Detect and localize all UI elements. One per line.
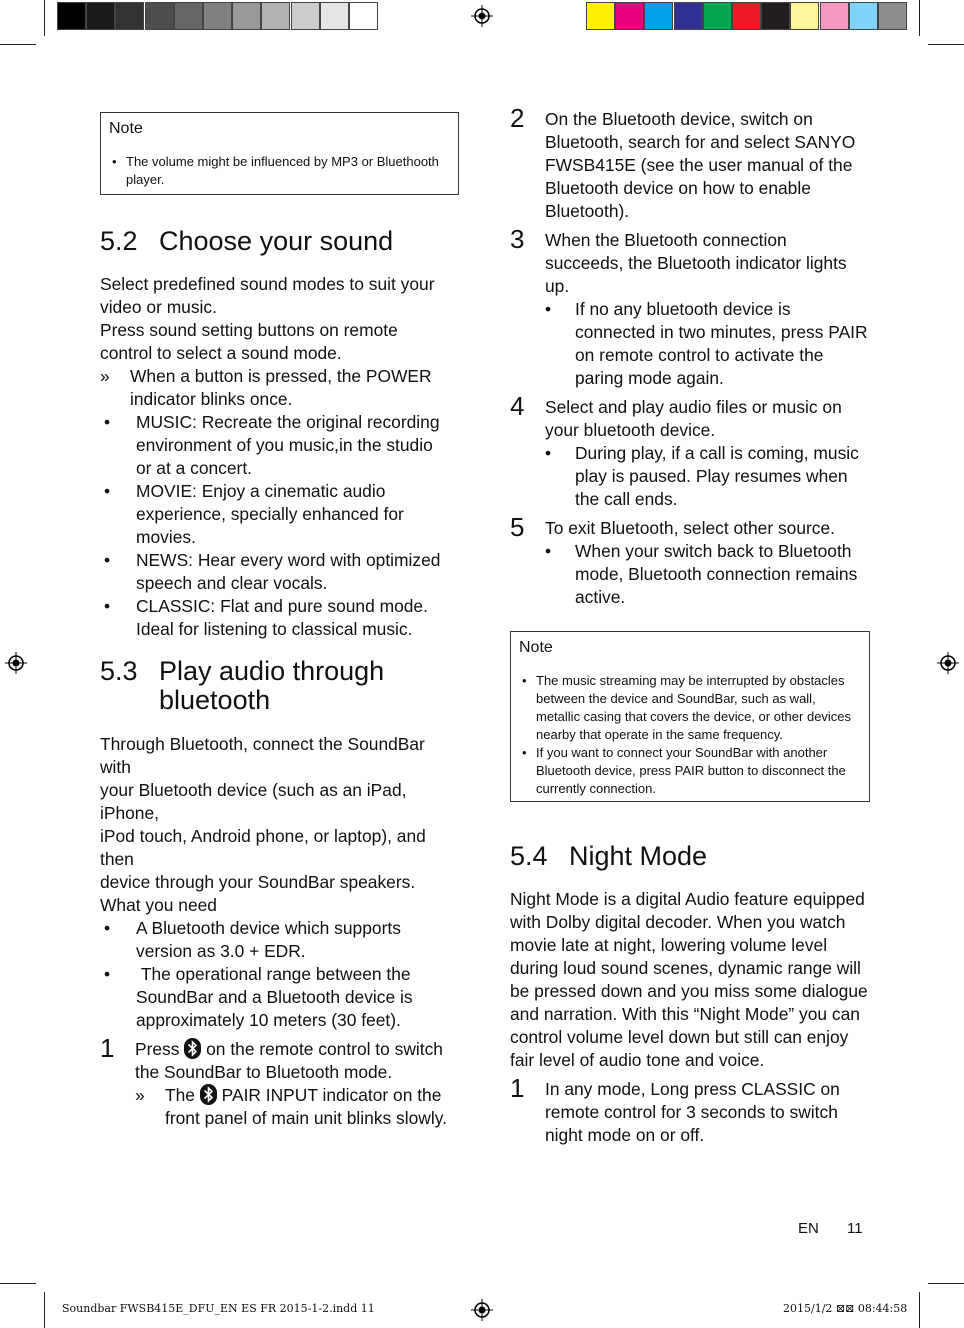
section-number: 5.4 bbox=[510, 841, 548, 871]
crop-mark bbox=[928, 44, 964, 45]
list-item bbox=[100, 411, 452, 480]
list-item-text: CLASSIC: Flat and pure sound mode. Ideal for listening to classical music. bbox=[136, 596, 428, 639]
bullet-marker: • bbox=[104, 412, 111, 432]
gray-swatch bbox=[174, 2, 203, 30]
crop-mark bbox=[0, 1283, 36, 1284]
list-item-text: When your switch back to Bluetooth mode, Bluetooth connection remains active. bbox=[575, 541, 858, 607]
crop-mark bbox=[44, 0, 45, 36]
note-box bbox=[510, 631, 870, 802]
step-text: Press bbox=[135, 1039, 180, 1059]
step-item bbox=[100, 1033, 452, 1084]
bullet-marker: • bbox=[104, 481, 111, 501]
step-text: Select and play audio files or music on your bluetooth device. bbox=[545, 397, 842, 440]
crop-mark bbox=[919, 1292, 920, 1328]
result-text: PAIR INPUT indicator on the front panel of main unit blinks slowly. bbox=[165, 1085, 447, 1128]
color-swatch bbox=[674, 2, 703, 30]
step-number: 4 bbox=[510, 391, 525, 421]
result-item bbox=[100, 1084, 452, 1130]
page-language: EN bbox=[798, 1220, 819, 1237]
text-line: Through Bluetooth, connect the SoundBar bbox=[100, 734, 425, 754]
registration-mark-icon bbox=[471, 1299, 493, 1321]
registration-mark-icon bbox=[5, 652, 27, 674]
section-title: Choose your sound bbox=[159, 226, 394, 256]
step-item bbox=[510, 512, 868, 542]
crop-mark bbox=[928, 1283, 964, 1284]
crop-mark bbox=[0, 44, 36, 45]
bullet-marker: • bbox=[104, 596, 111, 616]
step-number: 1 bbox=[100, 1033, 115, 1063]
result-marker: » bbox=[100, 366, 110, 386]
step-text: on the remote control to switch the SoundBar to Bluetooth mode. bbox=[135, 1039, 443, 1082]
bullet-marker: • bbox=[545, 541, 552, 561]
result-item bbox=[100, 365, 452, 411]
list-item bbox=[510, 298, 868, 390]
result-text: When a button is pressed, the POWER indicator blinks once. bbox=[130, 366, 432, 409]
list-item bbox=[100, 963, 452, 1032]
color-swatch bbox=[615, 2, 644, 30]
note-item: • If you want to connect your SoundBar with another Bluetooth device, press PAIR button to disconnect the currently connection. bbox=[519, 744, 861, 798]
section-title: Night Mode bbox=[569, 841, 708, 871]
note-item: • The volume might be influenced by MP3 or Bluethooth player. bbox=[109, 153, 450, 189]
color-swatch bbox=[761, 2, 790, 30]
step-number: 1 bbox=[510, 1073, 525, 1103]
color-swatch bbox=[849, 2, 878, 30]
list-item-text: If no any bluetooth device is connected in two minutes, press PAIR on remote control to activate the paring mode again. bbox=[575, 299, 868, 388]
text-line: with bbox=[100, 757, 131, 777]
text-line: iPod touch, Android phone, or laptop), and bbox=[100, 826, 426, 846]
bullet-marker: • bbox=[104, 964, 111, 984]
gray-swatch bbox=[115, 2, 144, 30]
bullet-marker: • bbox=[104, 918, 111, 938]
list-item-text: MOVIE: Enjoy a cinematic audio experience, specially enhanced for movies. bbox=[136, 481, 404, 547]
color-swatch bbox=[878, 2, 907, 30]
gray-swatch bbox=[203, 2, 232, 30]
gray-swatch bbox=[57, 2, 86, 30]
step-number: 2 bbox=[510, 103, 525, 133]
color-swatch bbox=[790, 2, 819, 30]
note-title: Note bbox=[519, 639, 553, 656]
note-box bbox=[100, 112, 459, 195]
result-text: The bbox=[165, 1085, 195, 1105]
step-number: 5 bbox=[510, 512, 525, 542]
registration-mark-icon bbox=[937, 652, 959, 674]
gray-swatch bbox=[261, 2, 290, 30]
text-line: iPhone, bbox=[100, 803, 159, 823]
section-5-2-body bbox=[100, 273, 452, 641]
bullet-marker: • bbox=[545, 443, 552, 463]
list-item bbox=[510, 540, 868, 609]
registration-mark-icon bbox=[471, 5, 493, 27]
list-item-text: NEWS: Hear every word with optimized speech and clear vocals. bbox=[136, 550, 441, 593]
list-item bbox=[100, 480, 452, 549]
section-heading-5-3 bbox=[100, 657, 460, 717]
crop-mark bbox=[919, 0, 920, 36]
list-item-text: A Bluetooth device which supports version as 3.0 + EDR. bbox=[136, 918, 401, 961]
list-item-text: During play, if a call is coming, music play is paused. Play resumes when the call ends. bbox=[575, 443, 859, 509]
color-swatch bbox=[644, 2, 673, 30]
bullet-marker: • bbox=[104, 550, 111, 570]
slug-filename: Soundbar FWSB415E_DFU_EN ES FR 2015-1-2.indd 11 bbox=[62, 1302, 375, 1315]
text-line: your Bluetooth device (such as an iPad, bbox=[100, 780, 407, 800]
list-item-text: MUSIC: Recreate the original recording environment of you music,in the studio or at a concert. bbox=[136, 412, 440, 478]
color-swatch bbox=[820, 2, 849, 30]
section-title-line: Play audio through bbox=[159, 656, 385, 686]
list-item bbox=[100, 549, 452, 595]
text-line: device through your SoundBar speakers. bbox=[100, 872, 416, 892]
note-item: • The music streaming may be interrupted by obstacles between the device and SoundBar, such as wall, metallic casing that covers the device, or other devices nearby that operate in the same frequency. bbox=[519, 672, 861, 744]
text-line: then bbox=[100, 849, 134, 869]
step-item bbox=[510, 224, 868, 298]
step-text: On the Bluetooth device, switch on Bluetooth, search for and select SANYO FWSB415E (see the user manual of the Bluetooth device on how to enable Bluetooth). bbox=[545, 109, 856, 221]
gray-swatch bbox=[349, 2, 378, 30]
step-number: 3 bbox=[510, 224, 525, 254]
page-number: 11 bbox=[847, 1220, 863, 1237]
section-title-line: bluetooth bbox=[159, 685, 271, 715]
bluetooth-steps bbox=[510, 103, 868, 609]
bullet-marker: • bbox=[545, 299, 552, 319]
gray-swatch bbox=[232, 2, 261, 30]
result-marker: » bbox=[135, 1085, 145, 1105]
crop-mark bbox=[44, 1292, 45, 1328]
text-line: What you need bbox=[100, 895, 217, 915]
section-5-4-body bbox=[510, 888, 868, 1147]
step-text: To exit Bluetooth, select other source. bbox=[545, 518, 836, 538]
section-5-3-body bbox=[100, 733, 452, 1130]
list-item bbox=[100, 917, 452, 963]
slug-date: 2015/1/2 ⊠⊠ 08:44:58 bbox=[783, 1302, 908, 1315]
color-swatch bbox=[586, 2, 615, 30]
step-item bbox=[510, 391, 868, 442]
paragraph: Press sound setting buttons on remote control to select a sound mode. bbox=[100, 320, 398, 363]
paragraph: Select predefined sound modes to suit your video or music. bbox=[100, 274, 435, 317]
list-item-text: The operational range between the SoundBar and a Bluetooth device is approximately 10 meters (30 feet). bbox=[136, 964, 418, 1030]
color-swatch bbox=[703, 2, 732, 30]
gray-swatch bbox=[145, 2, 174, 30]
section-number: 5.2 bbox=[100, 226, 138, 256]
list-item bbox=[510, 442, 868, 511]
step-item bbox=[510, 103, 868, 223]
bluetooth-icon bbox=[184, 1038, 201, 1059]
list-item bbox=[100, 595, 452, 641]
color-swatch bbox=[732, 2, 761, 30]
note-title: Note bbox=[109, 120, 143, 137]
section-number: 5.3 bbox=[100, 656, 138, 686]
paragraph: Night Mode is a digital Audio feature equipped with Dolby digital decoder. When you watch movie late at night, lowering volume level during loud sound scenes, dynamic range will be pressed down and you miss some dialogue and narration. With this “Night Mode” you can control volume level down but still can enjoy fair level of audio tone and voice. bbox=[510, 889, 868, 1070]
gray-swatch bbox=[320, 2, 349, 30]
step-text: When the Bluetooth connection succeeds, the Bluetooth indicator lights up. bbox=[545, 230, 847, 296]
step-item bbox=[510, 1073, 868, 1147]
bluetooth-icon bbox=[200, 1084, 217, 1105]
step-text: In any mode, Long press CLASSIC on remote control for 3 seconds to switch night mode on or off. bbox=[545, 1079, 840, 1145]
gray-swatch bbox=[86, 2, 115, 30]
gray-swatch bbox=[291, 2, 320, 30]
